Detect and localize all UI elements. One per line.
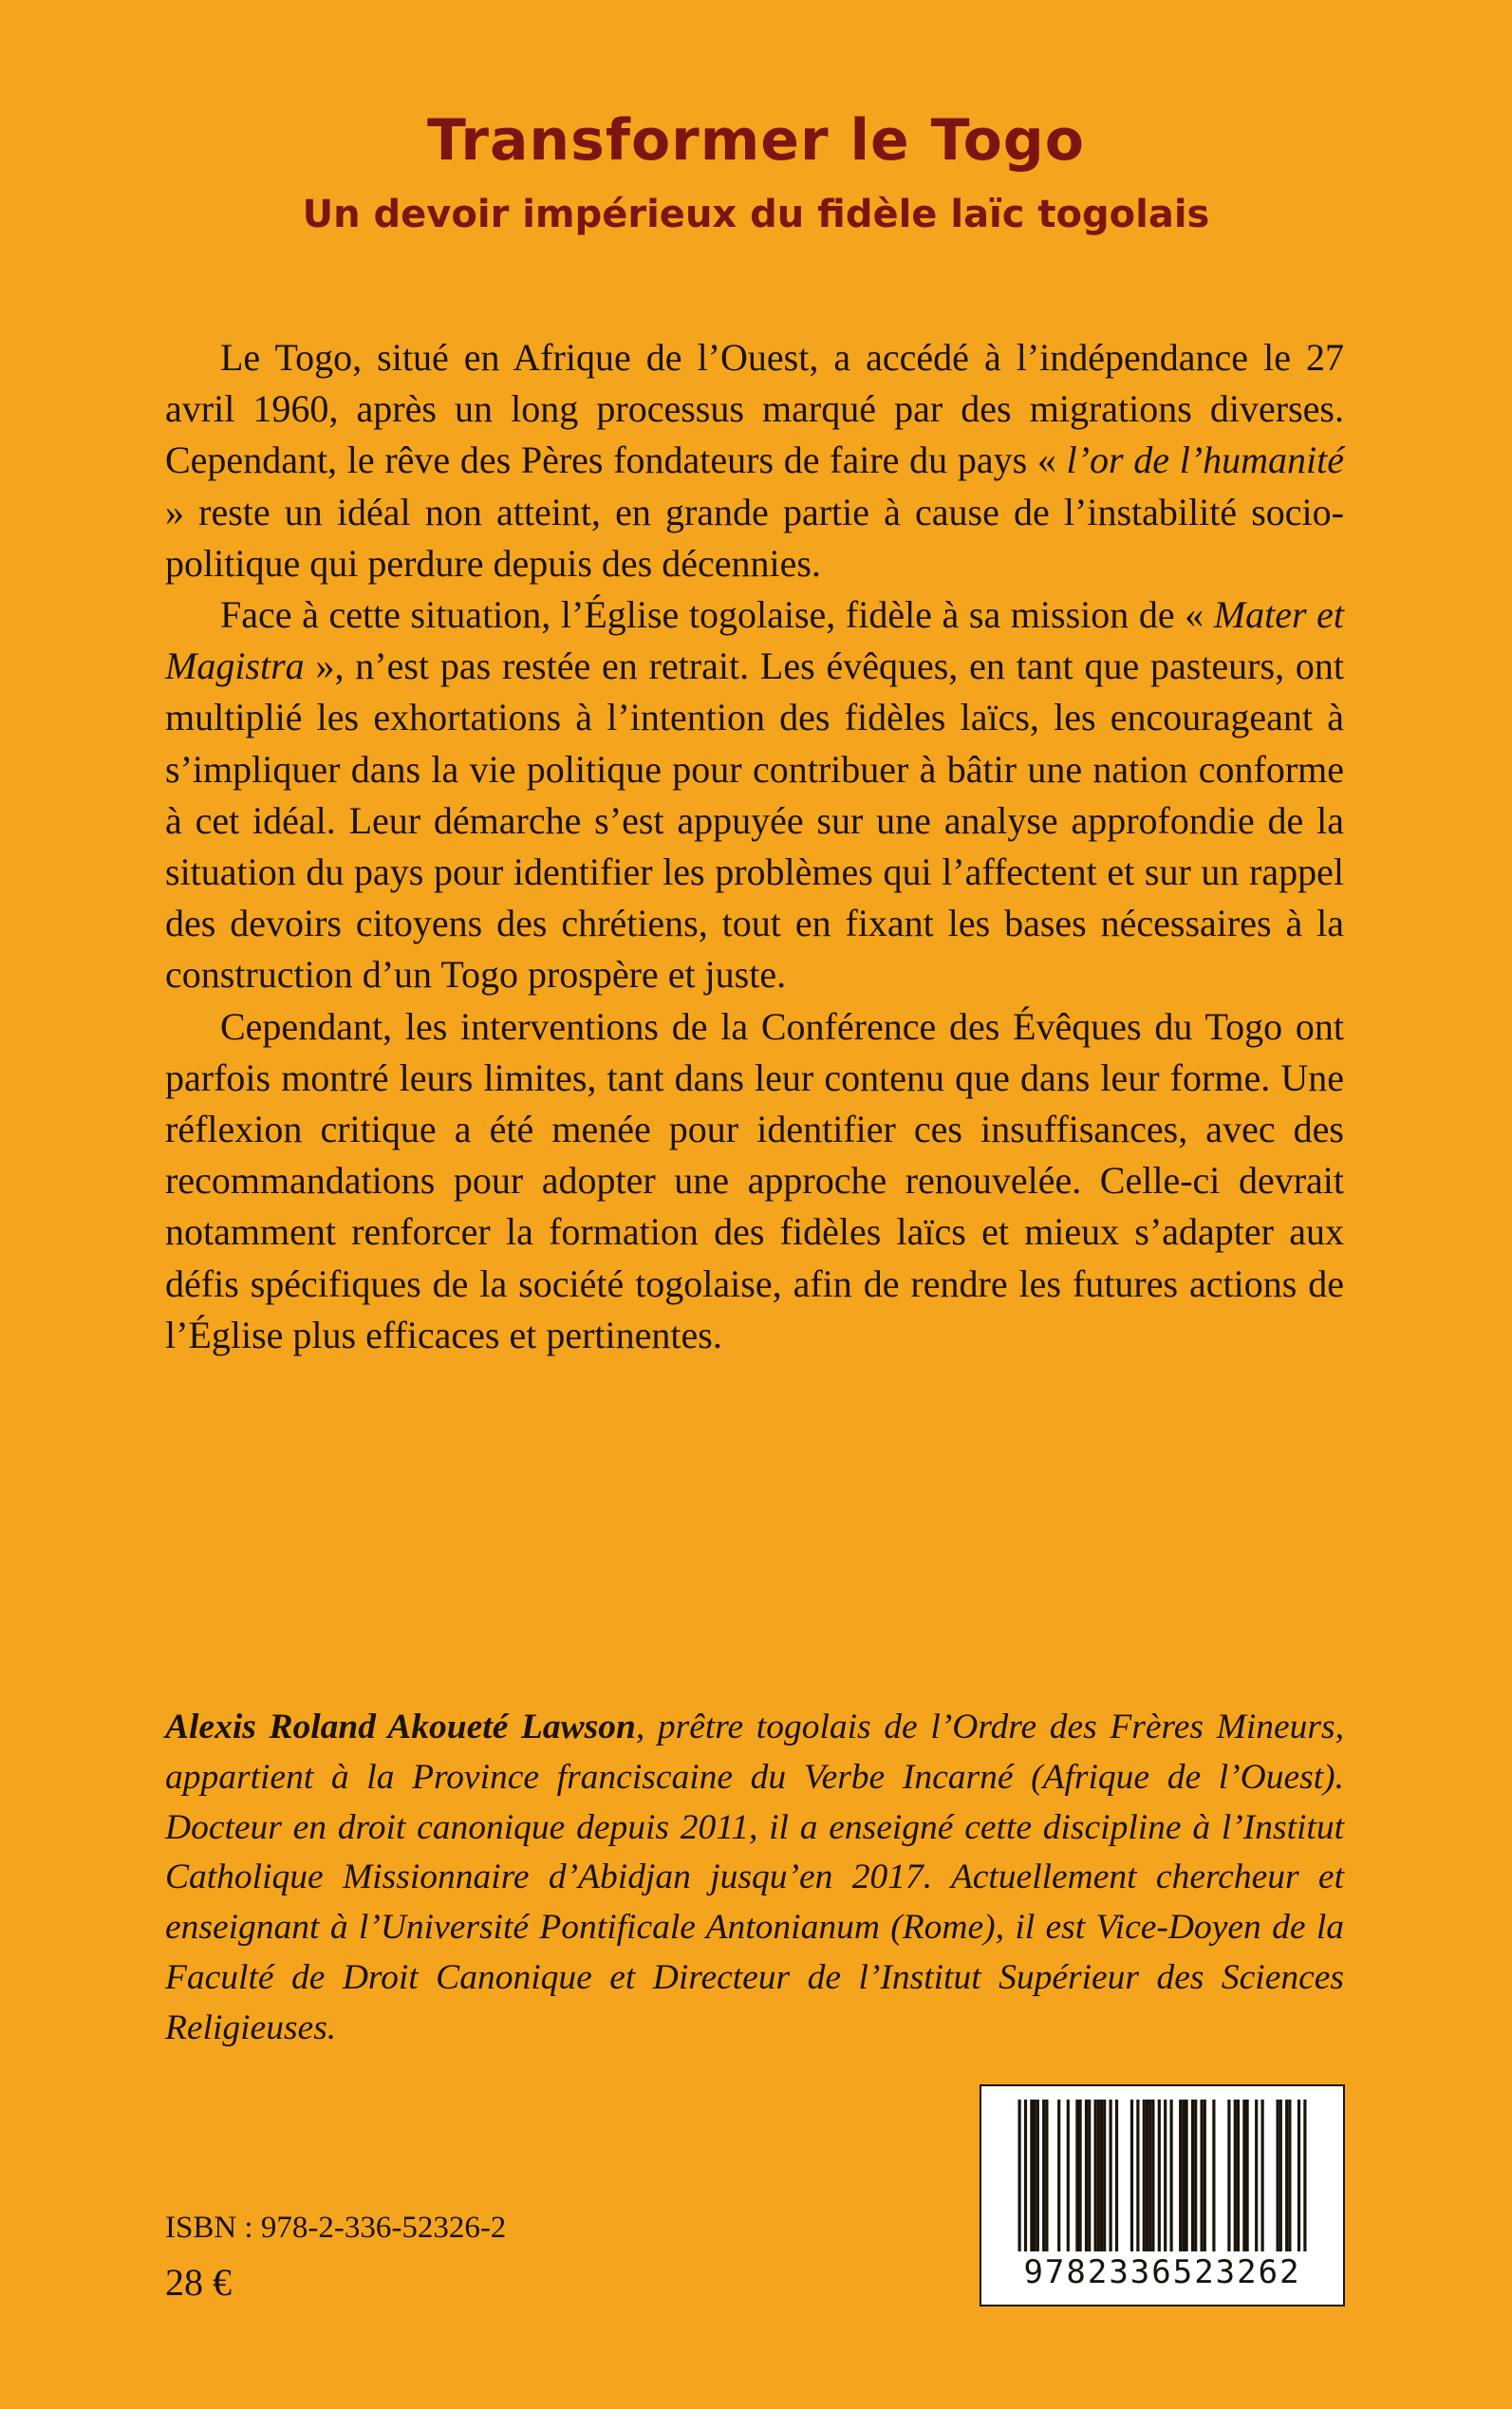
- barcode-bar: [1136, 2100, 1139, 2251]
- barcode-bar: [1201, 2100, 1204, 2251]
- barcode-bar: [1148, 2100, 1151, 2251]
- barcode-bar: [1185, 2100, 1188, 2251]
- barcode-bar: [1143, 2100, 1146, 2251]
- barcode-bar: [1067, 2100, 1070, 2251]
- barcode: [980, 2084, 1345, 2306]
- book-title: Transformer le Togo: [427, 107, 1085, 174]
- barcode-bar: [1094, 2100, 1097, 2251]
- barcode-bar: [1097, 2100, 1100, 2251]
- barcode-bar: [1034, 2100, 1036, 2251]
- barcode-bar: [1179, 2100, 1182, 2251]
- barcode-bar: [1279, 2100, 1282, 2251]
- barcode-bar: [1261, 2100, 1264, 2251]
- barcode-bar: [1018, 2100, 1021, 2251]
- barcode-bar: [1227, 2100, 1230, 2251]
- barcode-bar: [1182, 2100, 1185, 2251]
- barcode-bar: [1242, 2100, 1245, 2251]
- barcode-bar: [1204, 2100, 1206, 2251]
- blurb-text: » reste un idéal non atteint, en grande partie à cause de l’instabilité socio-politique qui perdure depuis des décennies.: [165, 490, 1344, 585]
- barcode-bar: [1088, 2100, 1091, 2251]
- barcode-bar: [1212, 2100, 1215, 2251]
- blurb-quote: Mater et Magistra: [165, 593, 1344, 688]
- barcode-bar: [1288, 2100, 1291, 2251]
- blurb-paragraph-2: [165, 589, 1344, 1001]
- author-name: Alexis Roland Akoueté Lawson: [165, 1708, 636, 1746]
- barcode-bar: [1085, 2100, 1088, 2251]
- barcode-bar: [1277, 2100, 1279, 2251]
- barcode-bar: [1115, 2100, 1118, 2251]
- blurb-quote: l’or de l’humanité: [1066, 439, 1344, 482]
- blurb: [165, 332, 1344, 1361]
- author-bio-text: , prêtre togolais de l’Ordre des Frères Mineurs, appartient à la Province franciscaine du Verbe Incarné (Afrique de l’Ouest). Docteur en droit canonique depuis 2011, il a enseigné cette discipline à l’Institut Catholique Missionnaire d’Abidjan jusqu’en 2017. Actuellement chercheur et enseignant à l’Université Pontificale Antonianum (Rome), il est Vice-Doyen de la Faculté de Droit Canonique et Directeur de l’Institut Supérieur des Sciences Religieuses.: [165, 1708, 1344, 2047]
- isbn: ISBN : 978-2-336-52326-2: [165, 2211, 507, 2245]
- blurb-text: Face à cette situation, l’Église togolaise, fidèle à sa mission de «: [220, 593, 1214, 637]
- barcode-digits: 9782336523262: [1023, 2253, 1301, 2291]
- blurb-text: Le Togo, situé en Afrique de l’Ouest, a accédé à l’indépendance le 27 avril 1960, après un long processus marqué par des migrations diverses. Cependant, le rêve des Pères fondateurs de faire du pays «: [165, 336, 1344, 482]
- barcode-bar: [1042, 2100, 1045, 2251]
- barcode-bar: [1151, 2100, 1154, 2251]
- barcode-bar: [1246, 2100, 1249, 2251]
- barcode-bar: [1191, 2100, 1194, 2251]
- barcode-bar: [1030, 2100, 1033, 2251]
- barcode-bar: [1110, 2100, 1112, 2251]
- blurb-text: », n’est pas restée en retrait. Les évêques, en tant que pasteurs, ont multiplié les exhortations à l’intention des fidèles laïcs, les encourageant à s’impliquer dans la vie politique pour contribuer à bâtir une nation conforme à cet idéal. Leur démarche s’est appuyée sur une analyse approfondie de la situation du pays pour identifier les problèmes qui l’affectent et sur un rappel des devoirs citoyens des chrétiens, tout en fixant les bases nécessaires à la construction d’un Togo prospère et juste.: [165, 644, 1344, 997]
- blurb-paragraph-1: [165, 332, 1344, 589]
- barcode-bar: [1303, 2100, 1306, 2251]
- barcode-bars: [981, 2086, 1343, 2255]
- barcode-bar: [1158, 2100, 1161, 2251]
- barcode-bar: [1075, 2100, 1078, 2251]
- barcode-bar: [1100, 2100, 1103, 2251]
- book-subtitle: Un devoir impérieux du fidèle laïc togolais: [302, 193, 1210, 236]
- barcode-bar: [1045, 2100, 1048, 2251]
- barcode-bar: [1285, 2100, 1288, 2251]
- barcode-bar: [1164, 2100, 1167, 2251]
- barcode-bar: [1237, 2100, 1240, 2251]
- barcode-bar: [1146, 2100, 1148, 2251]
- author-bio: [165, 1703, 1344, 2054]
- barcode-bar: [1103, 2100, 1106, 2251]
- barcode-bar: [1079, 2100, 1082, 2251]
- barcode-bar: [1036, 2100, 1039, 2251]
- barcode-bar: [1024, 2100, 1027, 2251]
- barcode-bar: [1255, 2100, 1258, 2251]
- barcode-bar: [1297, 2100, 1300, 2251]
- blurb-paragraph-3: Cependant, les interventions de la Conférence des Évêques du Togo ont parfois montré leurs limites, tant dans leur contenu que dans leur forme. Une réflexion critique a été menée pour identifier ces insuffisances, avec des recommandations pour adopter une approche renouvelée. Celle-ci devrait notamment renforcer la formation des fidèles laïcs et mieux s’adapter aux défis spécifiques de la société togolaise, afin de rendre les futures actions de l’Église plus efficaces et pertinentes.: [165, 1004, 1344, 1356]
- barcode-bar: [1130, 2100, 1133, 2251]
- barcode-bar: [1057, 2100, 1060, 2251]
- barcode-bar: [1234, 2100, 1237, 2251]
- price: 28 €: [165, 2261, 232, 2304]
- barcode-bar: [1170, 2100, 1173, 2251]
- barcode-bar: [1194, 2100, 1197, 2251]
